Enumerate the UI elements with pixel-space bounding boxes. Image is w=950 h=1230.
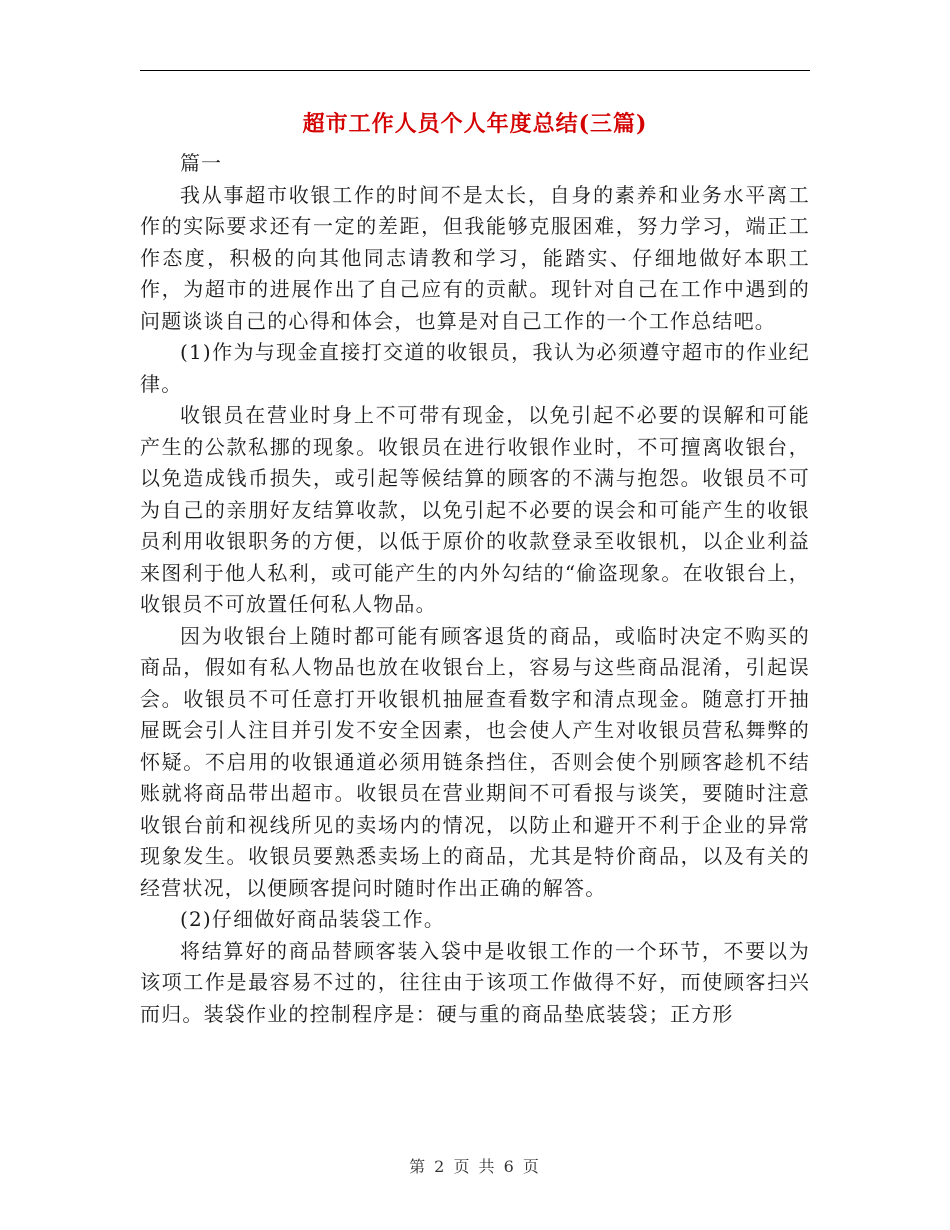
header-rule bbox=[140, 70, 810, 71]
document-body bbox=[140, 148, 810, 1030]
document-title: 超市工作人员个人年度总结(三篇) bbox=[302, 111, 648, 137]
body-paragraph: 收银员在营业时身上不可带有现金，以免引起不必要的误解和可能产生的公款私挪的现象。收银员在进行收银作业时，不可擅离收银台，以免造成钱币损失，或引起等候结算的顾客的不满与抱怨。收银员不可为自己的亲朋好友结算收款，以免引起不必要的误会和可能产生的收银员利用收银职务的方便，以低于原价的收款登录至收银机，以企业利益来图利于他人私利，或可能产生的内外勾结的“偷盗现象。在收银台上，收银员不可放置任何私人物品。 bbox=[140, 403, 810, 616]
numbered-heading: (2)仔细做好商品装袋工作。 bbox=[180, 907, 446, 931]
body-paragraph: 我从事超市收银工作的时间不是太长，自身的素养和业务水平离工作的实际要求还有一定的差距，但我能够克服困难，努力学习，端正工作态度，积极的向其他同志请教和学习，能踏实、仔细地做好本职工作，为超市的进展作出了自己应有的贡献。现针对自己在工作中遇到的问题谈谈自己的心得和体会，也算是对自己工作的一个工作总结吧。 bbox=[140, 182, 810, 333]
numbered-heading: (1)作为与现金直接打交道的收银员，我认为必须遵守超市的作业纪律。 bbox=[140, 340, 810, 396]
section-label: 篇一 bbox=[180, 151, 222, 175]
body-paragraph: 因为收银台上随时都可能有顾客退货的商品，或临时决定不购买的商品，假如有私人物品也放在收银台上，容易与这些商品混淆，引起误会。收银员不可任意打开收银机抽屉查看数字和清点现金。随意打开抽屉既会引人注目并引发不安全因素，也会使人产生对收银员营私舞弊的怀疑。不启用的收银通道必须用链条挡住，否则会使个别顾客趁机不结账就将商品带出超市。收银员在营业期间不可看报与谈笑，要随时注意收银台前和视线所见的卖场内的情况，以防止和避开不利于企业的异常现象发生。收银员要熟悉卖场上的商品，尤其是特价商品，以及有关的经营状况，以便顾客提问时随时作出正确的解答。 bbox=[140, 623, 810, 900]
page-number-footer: 第 2 页 共 6 页 bbox=[409, 1157, 541, 1176]
body-paragraph: 将结算好的商品替顾客装入袋中是收银工作的一个环节，不要以为该项工作是最容易不过的，往往由于该项工作做得不好，而使顾客扫兴而归。装袋作业的控制程序是：硬与重的商品垫底装袋；正方形 bbox=[140, 938, 810, 1026]
